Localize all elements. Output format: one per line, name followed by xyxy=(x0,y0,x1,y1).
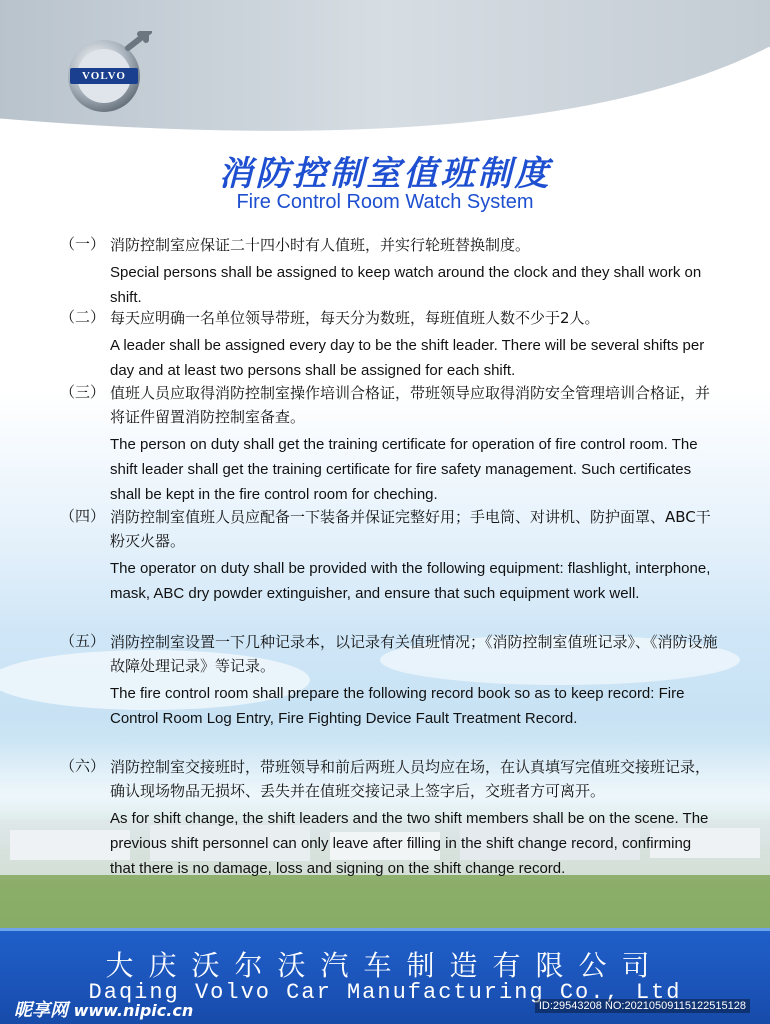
rule-text-chinese: 消防控制室应保证二十四小时有人值班，并实行轮班替换制度。 xyxy=(110,236,531,254)
rule-2 xyxy=(60,306,720,383)
rule-1 xyxy=(60,233,720,310)
rule-text-chinese: 每天应明确一名单位领导带班，每天分为数班，每班值班人数不少于2人。 xyxy=(110,309,600,327)
rule-text-chinese: 消防控制室值班人员应配备一下装备并保证完整好用；手电筒、对讲机、防护面罩、ABC干粉灭火器。 xyxy=(110,508,711,550)
title-chinese: 消防控制室值班制度 xyxy=(218,154,552,194)
company-name-english: Daqing Volvo Car Manufacturing Co., Ltd xyxy=(88,980,682,1005)
rule-text-chinese: 消防控制室交接班时，带班领导和前后两班人员均应在场，在认真填写完值班交接班记录，确认现场物品无损坏、丢失并在值班交接记录上签字后，交班者方可离开。 xyxy=(110,758,711,800)
image-id-label: ID:29543208 NO:20210509115122515128 xyxy=(535,999,750,1013)
rule-6 xyxy=(60,755,720,881)
rule-4 xyxy=(60,505,720,606)
watermark xyxy=(14,996,193,1022)
rule-text-english: As for shift change, the shift leaders and the two shift members shall be on the scene. The previous shift personnel can only leave after filling in the shift change record, confirming that there is no damage, loss and signing on the shift change record. xyxy=(110,810,709,877)
rule-text-english: The person on duty shall get the training certificate for operation of fire control room. The shift leader shall get the training certificate for fire safety management. Such certificates shall be kept in the fire control room for cheching. xyxy=(110,436,698,503)
rule-text-english: A leader shall be assigned every day to be the shift leader. There will be several shifts per day and at least two persons shall be assigned for each shift. xyxy=(110,337,705,379)
rule-5 xyxy=(60,630,720,731)
rule-number: （六） xyxy=(60,757,106,775)
rule-text-chinese: 值班人员应取得消防控制室操作培训合格证，带班领导应取得消防安全管理培训合格证，并将证件留置消防控制室备查。 xyxy=(110,384,711,426)
watermark-url: www.nipic.cn xyxy=(73,1001,194,1020)
rule-number: （四） xyxy=(60,507,106,525)
rule-number: （二） xyxy=(60,308,106,326)
rule-text-english: Special persons shall be assigned to keep watch around the clock and they shall work on shift. xyxy=(110,264,702,306)
rule-text-english: The fire control room shall prepare the following record book so as to keep record: Fire Control Room Log Entry, Fire Fighting Device Fault Treatment Record. xyxy=(110,685,685,727)
volvo-logo-text: VOLVO xyxy=(82,70,126,82)
rule-3 xyxy=(60,381,720,507)
watermark-site-name: 昵享网 xyxy=(14,1000,68,1021)
title-english: Fire Control Room Watch System xyxy=(236,191,534,213)
rule-number: （一） xyxy=(60,235,106,253)
rule-text-chinese: 消防控制室设置一下几种记录本，以记录有关值班情况；《消防控制室值班记录》、《消防设施故障处理记录》等记录。 xyxy=(110,633,718,675)
company-name-chinese: 大庆沃尔沃汽车制造有限公司 xyxy=(105,949,665,982)
rule-text-english: The operator on duty shall be provided with the following equipment: flashlight, interphone, mask, ABC dry powder extinguisher, and ensure that such equipment work well. xyxy=(110,560,711,602)
rule-number: （五） xyxy=(60,632,106,650)
rule-number: （三） xyxy=(60,383,106,401)
